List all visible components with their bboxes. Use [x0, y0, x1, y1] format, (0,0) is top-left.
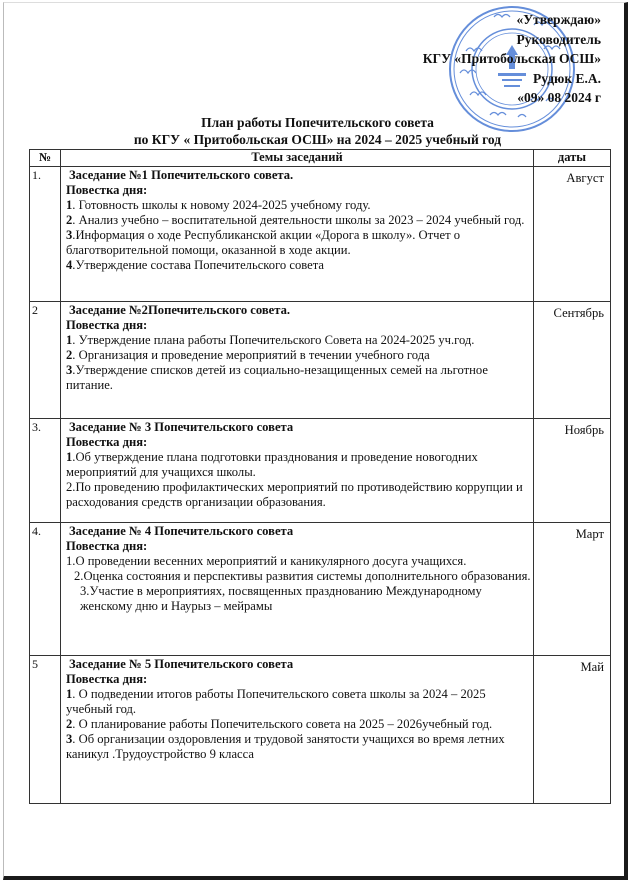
row-number: 2	[30, 302, 61, 419]
agenda-item: 3.Информация о ходе Республиканской акции «Дорога в школу». Отчет о благотворительной помощи, оказанной в ходе акции.	[66, 228, 461, 257]
agenda-item: 3.Утверждение списков детей из социально-незащищенных семей на льготное питание.	[66, 363, 488, 392]
agenda-item: 1. Утверждение плана работы Попечительского Совета на 2024-2025 уч.год.	[66, 333, 475, 347]
row-topics	[61, 302, 534, 419]
agenda-item: 1. О подведении итогов работы Попечительского совета школы за 2024 – 2025 учебный год.	[66, 687, 486, 716]
header-topics: Темы заседаний	[61, 150, 534, 167]
table-row	[30, 419, 611, 523]
table-row	[30, 523, 611, 656]
header-number: №	[30, 150, 61, 167]
row-number: 4.	[30, 523, 61, 656]
meeting-title: Заседание № 3 Попечительского совета	[69, 420, 294, 434]
meeting-title: Заседание №1 Попечительского совета.	[69, 168, 294, 182]
meeting-title: Заседание № 4 Попечительского совета	[69, 524, 294, 538]
agenda-item: 2.По проведению профилактических мероприятий по противодействию коррупции и расходования средств организации образования.	[66, 480, 523, 509]
table-header-row	[30, 150, 611, 167]
agenda-item: 1.Об утверждение плана подготовки празднования и проведение новогодних мероприятий для учащихся школы.	[66, 450, 478, 479]
approval-line-approve: «Утверждаю»	[516, 12, 601, 27]
row-number: 5	[30, 656, 61, 804]
agenda-item: 3.Участие в мероприятиях, посвященных празднованию Международному женскому дню и Наурыз – мейрамы	[80, 584, 482, 613]
row-date: Май	[534, 656, 611, 804]
document-subtitle: по КГУ « Притобольская ОСШ» на 2024 – 2025 учебный год	[133, 132, 502, 147]
row-topics	[61, 656, 534, 804]
agenda-item: 4.Утверждение состава Попечительского совета	[66, 258, 324, 272]
row-number: 1.	[30, 167, 61, 302]
table-row	[30, 167, 611, 302]
row-date: Сентябрь	[534, 302, 611, 419]
agenda-label: Повестка дня:	[66, 318, 148, 332]
approval-line-date: «09» 08 2024 г	[517, 90, 601, 105]
approval-line-position: Руководитель	[516, 31, 601, 47]
row-number: 3.	[30, 419, 61, 523]
agenda-item: 1. Готовность школы к новому 2024-2025 учебному году.	[66, 198, 371, 212]
row-date: Ноябрь	[534, 419, 611, 523]
agenda-label: Повестка дня:	[66, 539, 148, 553]
agenda-label: Повестка дня:	[66, 672, 148, 686]
agenda-item: 2.Оценка состояния и перспективы развития системы дополнительного образования.	[74, 569, 531, 583]
row-date: Август	[534, 167, 611, 302]
approval-block	[423, 10, 601, 108]
meeting-title: Заседание №2Попечительского совета.	[69, 303, 291, 317]
agenda-label: Повестка дня:	[66, 435, 148, 449]
plan-table	[29, 149, 611, 804]
meeting-title: Заседание № 5 Попечительского совета	[69, 657, 294, 671]
row-topics	[61, 167, 534, 302]
approval-line-name: Рудюк Е.А.	[533, 70, 601, 86]
agenda-item: 3. Об организации оздоровления и трудовой занятости учащихся во время летних каникул .Трудоустройство 9 класса	[66, 732, 505, 761]
document-title: План работы Попечительского совета	[201, 115, 434, 130]
row-date: Март	[534, 523, 611, 656]
header-dates: даты	[534, 150, 611, 167]
table-row	[30, 302, 611, 419]
table-row	[30, 656, 611, 804]
approval-line-organization: КГУ «Притобольская ОСШ»	[422, 51, 601, 66]
agenda-item: 2. Анализ учебно – воспитательной деятельности школы за 2023 – 2024 учебный год.	[66, 213, 525, 227]
row-topics	[61, 419, 534, 523]
agenda-label: Повестка дня:	[66, 183, 148, 197]
row-topics	[61, 523, 534, 656]
agenda-item: 2. О планирование работы Попечительского совета на 2025 – 2026учебный год.	[66, 717, 493, 731]
agenda-item: 2. Организация и проведение мероприятий в течении учебного года	[66, 348, 430, 362]
agenda-item: 1.О проведении весенних мероприятий и каникулярного досуга учащихся.	[66, 554, 467, 568]
